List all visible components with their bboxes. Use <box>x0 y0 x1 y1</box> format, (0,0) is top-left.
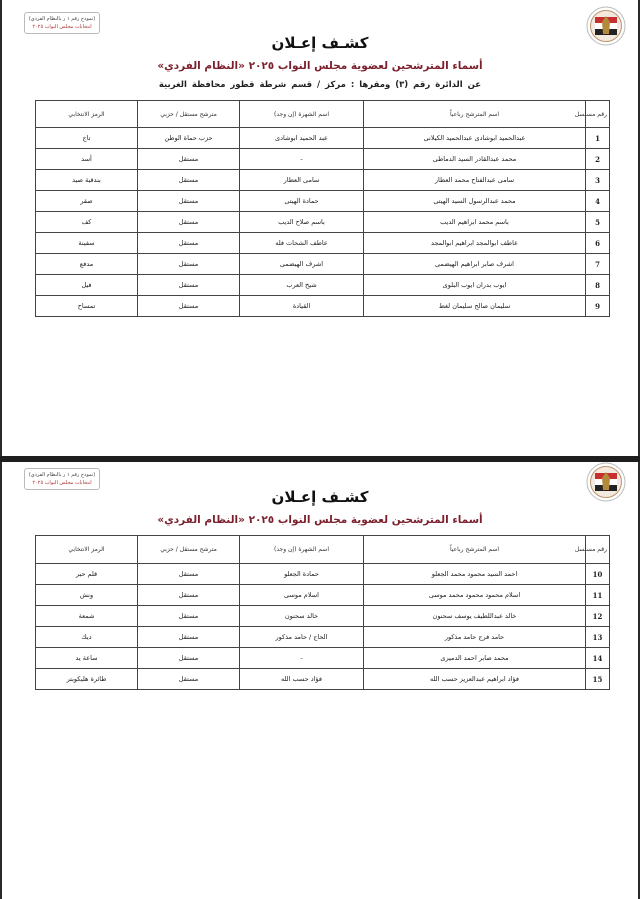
page-title: كشـف إعـلان <box>271 488 369 506</box>
cell-candidate-name: سليمان صالح سليمان لغط <box>364 296 586 317</box>
cell-known-as: اشرف الهيضمى <box>240 254 364 275</box>
header-serial: رقم مسلسل <box>586 101 610 128</box>
page-title: كشـف إعـلان <box>271 34 369 52</box>
table-row <box>36 191 610 212</box>
cell-known-as: الحاج / حامد مذكور <box>240 627 364 648</box>
table-row <box>36 233 610 254</box>
cell-serial: 15 <box>586 669 610 690</box>
cell-serial: 13 <box>586 627 610 648</box>
cell-candidate-name: محمد عبدالرسول السيد الهيتى <box>364 191 586 212</box>
cell-candidate-name: خالد عبداللطيف يوسف سحنون <box>364 606 586 627</box>
table-row <box>36 606 610 627</box>
cell-election-symbol: قلم حبر <box>36 564 138 585</box>
cell-candidate-name: اشرف صابر ابراهيم الهيضمى <box>364 254 586 275</box>
cell-known-as: شيخ العرب <box>240 275 364 296</box>
cell-known-as: فؤاد حسب الله <box>240 669 364 690</box>
cell-serial: 4 <box>586 191 610 212</box>
cell-candidate-name: عبدالحميد ابوشادى عبدالحميد الكيلانى <box>364 128 586 149</box>
cell-known-as: سامى العطار <box>240 170 364 191</box>
cell-election-symbol: مدفع <box>36 254 138 275</box>
cell-election-symbol: بندقية صيد <box>36 170 138 191</box>
header-fame: اسم الشهرة (إن وجد) <box>240 536 364 564</box>
district-info: عن الدائرة رقم (٣) ومقرها : مركز / قسم شرطة قطور محافظة الغربية <box>158 80 482 90</box>
cell-serial: 2 <box>586 149 610 170</box>
cell-serial: 9 <box>586 296 610 317</box>
cell-election-symbol: سفينة <box>36 233 138 254</box>
form-number-tag <box>24 12 100 34</box>
table-row <box>36 149 610 170</box>
cell-known-as: خالد سحنون <box>240 606 364 627</box>
table-row <box>36 585 610 606</box>
cell-candidacy-type: مستقل <box>138 275 240 296</box>
cell-candidacy-type: حزب حماة الوطن <box>138 128 240 149</box>
table-row <box>36 275 610 296</box>
header-type: مترشح مستقل / حزبي <box>138 536 240 564</box>
cell-serial: 6 <box>586 233 610 254</box>
cell-candidacy-type: مستقل <box>138 170 240 191</box>
cell-candidacy-type: مستقل <box>138 648 240 669</box>
table-row <box>36 212 610 233</box>
cell-candidacy-type: مستقل <box>138 585 240 606</box>
table-header-row <box>36 101 610 128</box>
candidates-table <box>35 100 610 317</box>
cell-known-as: حمادة الهيتى <box>240 191 364 212</box>
cell-election-symbol: كف <box>36 212 138 233</box>
page-subtitle: أسماء المترشحين لعضوية مجلس النواب ٢٠٢٥ «النظام الفردي» <box>157 60 483 72</box>
header-type: مترشح مستقل / حزبي <box>138 101 240 128</box>
cell-candidacy-type: مستقل <box>138 254 240 275</box>
cell-candidate-name: اسلام محمود محمود محمد موسى <box>364 585 586 606</box>
cell-known-as: القيادة <box>240 296 364 317</box>
form-number-tag <box>24 468 100 490</box>
cell-candidate-name: محمد عبدالقادر السيد الدماطى <box>364 149 586 170</box>
cell-election-symbol: شمعة <box>36 606 138 627</box>
cell-election-symbol: أسد <box>36 149 138 170</box>
cell-election-symbol: ونش <box>36 585 138 606</box>
cell-election-symbol: تمساح <box>36 296 138 317</box>
cell-candidate-name: ايوب بدران ايوب البلوى <box>364 275 586 296</box>
cell-known-as: حمادة الجعلو <box>240 564 364 585</box>
cell-serial: 5 <box>586 212 610 233</box>
cell-candidate-name: محمد صابر احمد الدميرى <box>364 648 586 669</box>
cell-candidate-name: باسم محمد ابراهيم الديب <box>364 212 586 233</box>
cell-candidate-name: سامى عبدالفتاح محمد العطار <box>364 170 586 191</box>
cell-election-symbol: ساعة يد <box>36 648 138 669</box>
cell-candidacy-type: مستقل <box>138 606 240 627</box>
cell-serial: 11 <box>586 585 610 606</box>
cell-known-as: عبد الحميد ابوشادى <box>240 128 364 149</box>
cell-candidacy-type: مستقل <box>138 669 240 690</box>
cell-candidate-name: حامد فرج حامد مذكور <box>364 627 586 648</box>
cell-serial: 12 <box>586 606 610 627</box>
cell-known-as: باسم صلاح الديب <box>240 212 364 233</box>
cell-known-as: اسلام موسى <box>240 585 364 606</box>
header-serial: رقم مسلسل <box>586 536 610 564</box>
header-name: اسم المترشح رباعياً <box>364 101 586 128</box>
cell-election-symbol: فيل <box>36 275 138 296</box>
table-row <box>36 254 610 275</box>
form-tag-line1: (نموذج رقم ١ ر بالنظام الفردي) <box>28 16 96 22</box>
cell-candidacy-type: مستقل <box>138 564 240 585</box>
announcement-page-2 <box>0 462 640 899</box>
cell-election-symbol: ديك <box>36 627 138 648</box>
table-row <box>36 170 610 191</box>
cell-candidacy-type: مستقل <box>138 191 240 212</box>
cell-known-as: عاطف الشحات فله <box>240 233 364 254</box>
cell-serial: 10 <box>586 564 610 585</box>
header-symbol: الرمز الانتخابي <box>36 536 138 564</box>
cell-candidate-name: احمد السيد محمود محمد الجعلو <box>364 564 586 585</box>
table-row <box>36 564 610 585</box>
cell-known-as: - <box>240 149 364 170</box>
form-tag-line2: انتخابات مجلس النواب ٢٠٢٥ <box>32 480 92 486</box>
table-row <box>36 669 610 690</box>
cell-candidate-name: عاطف ابوالمجد ابراهيم ابوالمجد <box>364 233 586 254</box>
cell-candidacy-type: مستقل <box>138 212 240 233</box>
cell-candidacy-type: مستقل <box>138 627 240 648</box>
cell-candidacy-type: مستقل <box>138 149 240 170</box>
cell-candidacy-type: مستقل <box>138 296 240 317</box>
header-name: اسم المترشح رباعياً <box>364 536 586 564</box>
cell-serial: 1 <box>586 128 610 149</box>
table-row <box>36 296 610 317</box>
form-tag-line2: انتخابات مجلس النواب ٢٠٢٥ <box>32 24 92 30</box>
cell-election-symbol: طائرة هليكوبتر <box>36 669 138 690</box>
header-symbol: الرمز الانتخابي <box>36 101 138 128</box>
table-row <box>36 128 610 149</box>
candidates-table <box>35 535 610 690</box>
cell-election-symbol: صقر <box>36 191 138 212</box>
cell-serial: 8 <box>586 275 610 296</box>
table-row <box>36 627 610 648</box>
page-subtitle: أسماء المترشحين لعضوية مجلس النواب ٢٠٢٥ «النظام الفردي» <box>157 514 483 526</box>
form-tag-line1: (نموذج رقم ١ ر بالنظام الفردي) <box>28 472 96 478</box>
cell-serial: 7 <box>586 254 610 275</box>
cell-known-as: - <box>240 648 364 669</box>
cell-candidate-name: فؤاد ابراهيم عبدالعزيز حسب الله <box>364 669 586 690</box>
table-header-row <box>36 536 610 564</box>
cell-election-symbol: تاج <box>36 128 138 149</box>
cell-serial: 14 <box>586 648 610 669</box>
cell-serial: 3 <box>586 170 610 191</box>
table-row <box>36 648 610 669</box>
cell-candidacy-type: مستقل <box>138 233 240 254</box>
header-fame: اسم الشهرة (إن وجد) <box>240 101 364 128</box>
